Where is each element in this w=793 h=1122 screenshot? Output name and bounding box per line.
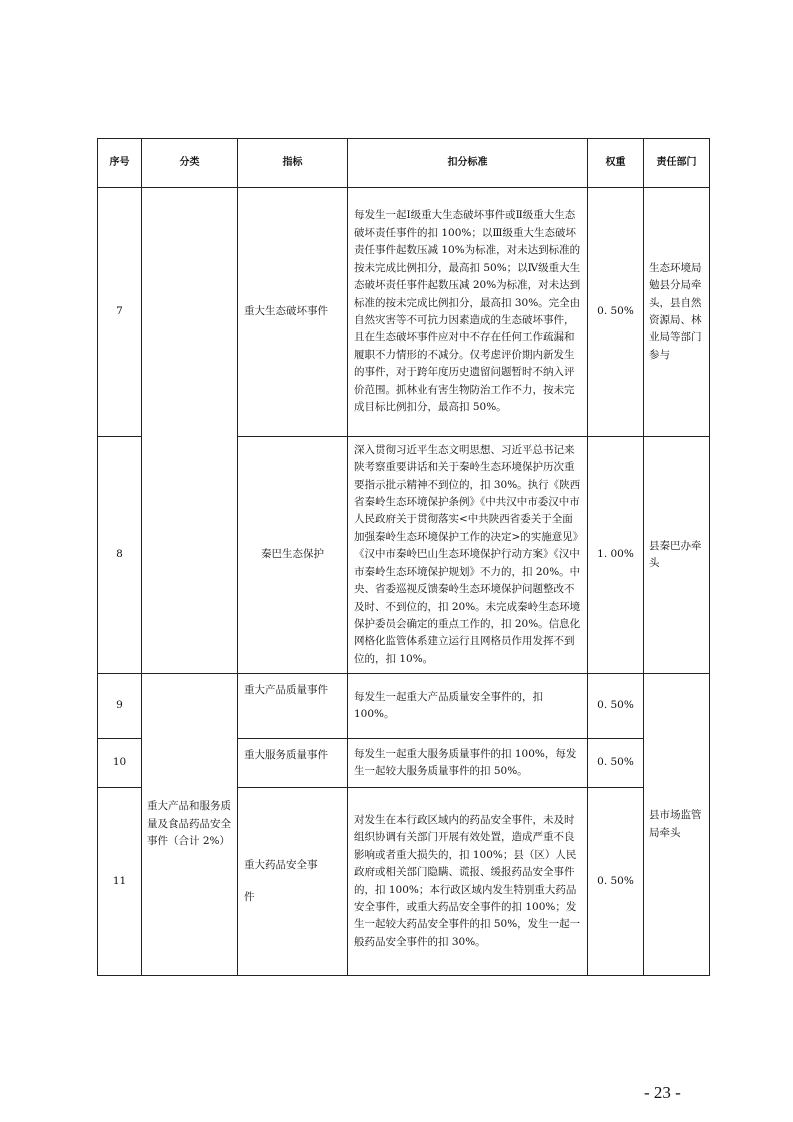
table-row — [98, 674, 710, 739]
header-category: 分类 — [142, 139, 238, 188]
category-cell-empty — [142, 188, 238, 674]
header-weight: 权重 — [588, 139, 644, 188]
header-dept: 责任部门 — [644, 139, 710, 188]
row-weight: 0. 50% — [588, 188, 644, 437]
row-indicator: 秦巴生态保护 — [238, 437, 348, 674]
row-seq: 7 — [98, 188, 142, 437]
row-dept: 生态环境局勉县分局牵头，县自然资源局、林业局等部门参与 — [644, 188, 710, 437]
row-standard: 每发生一起重大产品质量安全事件的，扣 100%。 — [348, 674, 588, 739]
row-weight: 1. 00% — [588, 437, 644, 674]
scoring-table — [97, 138, 710, 976]
row-dept: 县秦巴办牵头 — [644, 437, 710, 674]
header-indicator: 指标 — [238, 139, 348, 188]
row-weight: 0. 50% — [588, 674, 644, 739]
row-seq: 9 — [98, 674, 142, 739]
row-standard: 深入贯彻习近平生态文明思想、习近平总书记来陕考察重要讲话和关于秦岭生态环境保护历次重要指示批示精神不到位的，扣 30%。执行《陕西省秦岭生态环境保护条例》《中共汉中市委汉中市人民政府关于贯彻落实<中共陕西省委关于全面加强秦岭生态环境保护工作的决定>的实施意见》《汉中市秦岭巴山生态环境保护行动方案》《汉中市秦岭生态环境保护规划》不力的，扣 20%。中央、省委巡视反馈秦岭生态环境保护问题整改不及时、不到位的，扣 20%。未完成秦岭生态环境保护委员会确定的重点工作的，扣 20%。信息化网格化监管体系建立运行且网格员作用发挥不到位的，扣 10%。 — [348, 437, 588, 674]
row-indicator: 重大产品质量事件 — [238, 674, 348, 739]
row-seq: 11 — [98, 788, 142, 976]
row-standard: 每发生一起Ⅰ级重大生态破坏事件或Ⅱ级重大生态破坏责任事件的扣 100%；以Ⅲ级重大生态破坏责任事件起数压减 10%为标准，对未达到标准的按未完成比例扣分，最高扣 50%；以Ⅳ级重大生态破坏责任事件起数压减 20%为标准，对未达到标准的按未完成比例扣分，最高扣 30%。完全由自然灾害等不可抗力因素造成的生态破坏事件，且在生态破坏事件应对中不存在任何工作疏漏和履职不力情形的不减分。仅考虑评价期内新发生的事件，对于跨年度历史遗留问题暂时不纳入评价范围。抓林业有害生物防治工作不力，按未完成目标比例扣分，最高扣 50%。 — [348, 188, 588, 437]
row-indicator — [238, 788, 348, 976]
row-weight: 0. 50% — [588, 788, 644, 976]
table-header-row — [98, 139, 710, 188]
indicator-line: 重大药品安全事 — [244, 859, 318, 872]
indicator-line: 件 — [244, 890, 255, 903]
row-seq: 8 — [98, 437, 142, 674]
row-category: 重大产品和服务质量及食品药品安全事件（合计 2%） — [142, 674, 238, 976]
page-number: - 23 - — [644, 1083, 681, 1102]
row-indicator: 重大生态破坏事件 — [238, 188, 348, 437]
header-seq: 序号 — [98, 139, 142, 188]
row-indicator: 重大服务质量事件 — [238, 739, 348, 788]
row-weight: 0. 50% — [588, 739, 644, 788]
row-dept: 县市场监管局牵头 — [644, 674, 710, 976]
row-seq: 10 — [98, 739, 142, 788]
header-standard: 扣分标准 — [348, 139, 588, 188]
table-row — [98, 188, 710, 437]
row-standard: 每发生一起重大服务质量事件的扣 100%，每发生一起较大服务质量事件的扣 50%。 — [348, 739, 588, 788]
row-standard: 对发生在本行政区域内的药品安全事件，未及时组织协调有关部门开展有效处置，造成严重不良影响或者重大损失的，扣 100%；县（区）人民政府或相关部门隐瞒、谎报、缓报药品安全事件的，扣 100%；本行政区域内发生特别重大药品安全事件，或重大药品安全事件的扣 100%；发生一起较大药品安全事件的扣 50%，发生一起一般药品安全事件的扣 30%。 — [348, 788, 588, 976]
